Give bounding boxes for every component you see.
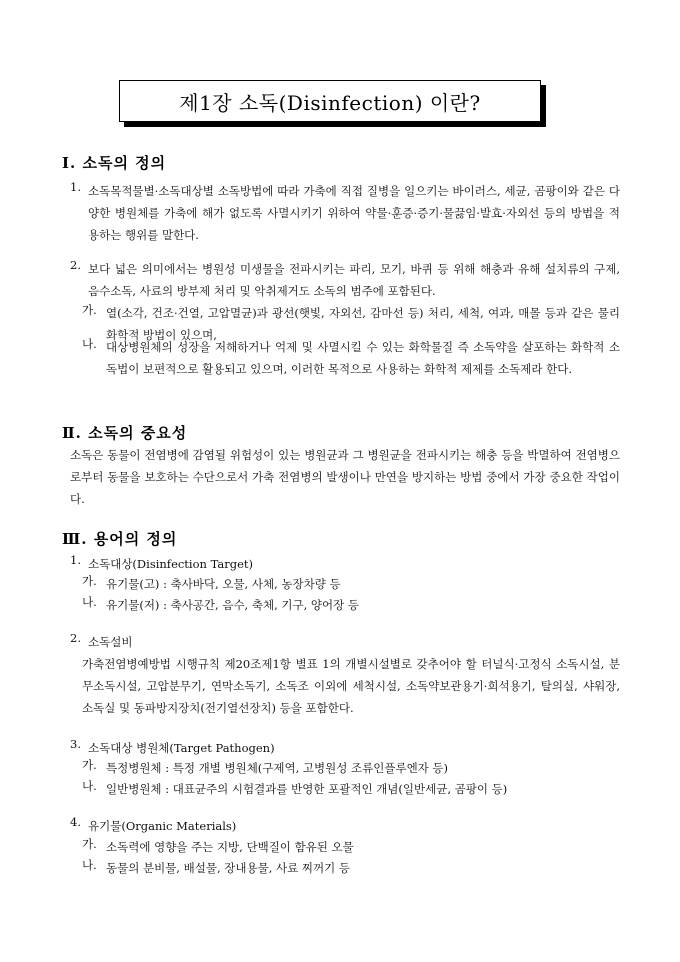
s3-item-1-label: 소독대상(Disinfection Target) <box>88 557 254 571</box>
s3-1-na-text: 유기물(저) : 축사공간, 음수, 축체, 기구, 양어장 등 <box>106 598 360 612</box>
s1-item-1-number: 1. <box>70 180 81 194</box>
s3-item-2-number: 2. <box>70 631 81 645</box>
s1-item-2-number: 2. <box>70 258 81 272</box>
s3-item-2-text: 가축전염병예방법 시행규칙 제20조제1항 별표 1의 개별시설별로 갖추어야 할 터널식·고정식 소독시설, 분무소독시설, 고압분무기, 연막소독기, 소독조 이외에 세척시설, 소독약보관용기·희석용기, 탈의실, 샤워장, 소독실 및 동파방지장치(전기열선장치) 등을 포함한다. <box>82 657 620 715</box>
s3-3-na-number: 나. <box>82 779 97 793</box>
s1-item-1-text: 소독목적물별·소독대상별 소독방법에 따라 가축에 직접 질병을 일으키는 바이러스, 세균, 곰팡이와 같은 다양한 병원체를 가축에 해가 없도록 사멸시키기 위하여 약물·훈증·증기·물끓임·발효·자외선 등의 방법을 적용하는 행위를 말한다. <box>88 184 621 242</box>
section-3-heading: Ⅲ. 용어의 정의 <box>62 530 178 548</box>
s3-3-ga-text: 특정병원체 : 특정 개별 병원체(구제역, 고병원성 조류인플루엔자 등) <box>106 761 449 775</box>
s3-item-1-number: 1. <box>70 553 81 567</box>
s3-item-2-label: 소독설비 <box>88 635 133 649</box>
s1-sub-na-number: 나. <box>82 337 97 351</box>
s3-4-ga-number: 가. <box>82 837 97 851</box>
s1-sub-na-text: 대상병원체의 성장을 저해하거나 억제 및 사멸시킬 수 있는 화학물질 즉 소독약을 살포하는 화학적 소독법이 보편적으로 활용되고 있으며, 이러한 목적으로 사용하는 화학적 제제를 소독제라 한다. <box>106 340 620 376</box>
s3-1-na-number: 나. <box>82 595 97 609</box>
s3-4-na-text: 동물의 분비물, 배설물, 장내용물, 사료 찌꺼기 등 <box>106 861 350 875</box>
s1-item-2-text: 보다 넓은 의미에서는 병원성 미생물을 전파시키는 파리, 모기, 바퀴 등 위해 해충과 유해 설치류의 구제, 음수소독, 사료의 방부제 처리 및 악취제거도 소독의 범주에 포함된다. <box>88 262 620 298</box>
s3-4-ga-text: 소독력에 영향을 주는 지방, 단백질이 함유된 오물 <box>106 840 354 854</box>
section-2-heading: Ⅱ. 소독의 중요성 <box>62 424 188 442</box>
s3-item-3-number: 3. <box>70 737 81 751</box>
section-1-heading: Ⅰ. 소독의 정의 <box>62 154 167 172</box>
chapter-title <box>119 80 541 122</box>
s2-paragraph: 소독은 동물이 전염병에 감염될 위험성이 있는 병원균과 그 병원균을 전파시키는 해충 등을 박멸하여 전염병으로부터 동물을 보호하는 수단으로서 가축 전염병의 발생이나 만연을 방지하는 방법 중에서 가장 중요한 작업이다. <box>70 448 620 506</box>
s3-1-ga-number: 가. <box>82 574 97 588</box>
s1-sub-ga-text: 열(소각, 건조·건열, 고압멸균)과 광선(햇빛, 자외선, 감마선 등) 처리, 세척, 여과, 매몰 등과 같은 물리화학적 방법이 있으며, <box>106 306 620 342</box>
chapter-title-text: 제1장 소독(Disinfection) 이란? <box>179 90 481 115</box>
s3-item-3-label: 소독대상 병원체(Target Pathogen) <box>88 741 275 755</box>
s3-item-4-number: 4. <box>70 815 81 829</box>
s3-3-na-text: 일반병원체 : 대표균주의 시험결과를 반영한 포괄적인 개념(일반세균, 곰팡이 등) <box>106 782 508 796</box>
s3-4-na-number: 나. <box>82 858 97 872</box>
s3-1-ga-text: 유기물(고) : 축사바닥, 오물, 사체, 농장차량 등 <box>106 577 341 591</box>
s3-item-4-label: 유기물(Organic Materials) <box>88 819 237 833</box>
s3-3-ga-number: 가. <box>82 758 97 772</box>
s1-sub-ga-number: 가. <box>82 303 97 317</box>
